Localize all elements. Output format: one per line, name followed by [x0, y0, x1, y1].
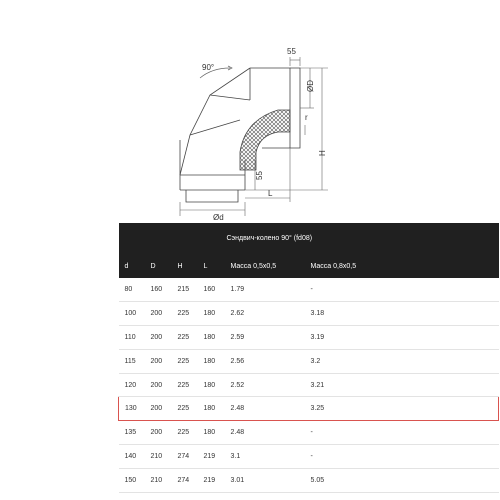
cell-mass-08: -: [305, 421, 499, 445]
insulation-section: [240, 110, 290, 170]
cell-mass-05: 2.48: [225, 421, 305, 445]
table-title-row: [119, 223, 499, 254]
height-label: H: [318, 150, 327, 156]
cell-L: 180: [198, 325, 225, 349]
header-L: L: [198, 254, 225, 278]
cell-H: 225: [172, 421, 198, 445]
cell-H: 274: [172, 469, 198, 493]
cell-L: 180: [198, 397, 225, 421]
table-title: Сэндвич-колено 90° (fd08): [119, 223, 499, 254]
cell-mass-05: 2.59: [225, 325, 305, 349]
cell-mass-08: 3.19: [305, 325, 499, 349]
table-header-row: [119, 254, 499, 278]
table-row: [119, 469, 499, 493]
table-row: [119, 421, 499, 445]
cell-d: 115: [119, 349, 145, 373]
diameter-D-label: ØD: [306, 80, 315, 92]
cell-L: 160: [198, 278, 225, 301]
cell-mass-08: 3.25: [305, 397, 499, 421]
cell-H: 225: [172, 373, 198, 397]
cell-mass-08: 5.05: [305, 469, 499, 493]
cell-D: 200: [145, 373, 172, 397]
cell-mass-05: 2.56: [225, 349, 305, 373]
cell-H: 215: [172, 278, 198, 301]
cell-mass-08: 3.21: [305, 373, 499, 397]
header-mass-08: Масса 0,8х0,5: [305, 254, 499, 278]
cell-mass-05: 3.1: [225, 445, 305, 469]
diameter-d-label: Ød: [213, 213, 224, 220]
cell-d: 130: [119, 397, 145, 421]
cell-H: 225: [172, 397, 198, 421]
table-row: [119, 301, 499, 325]
table-row: [119, 325, 499, 349]
header-d: d: [119, 254, 145, 278]
spec-table: [118, 223, 499, 493]
header-H: H: [172, 254, 198, 278]
cell-L: 219: [198, 445, 225, 469]
header-D: D: [145, 254, 172, 278]
cell-H: 274: [172, 445, 198, 469]
elbow-drawing-svg: [150, 40, 350, 220]
cell-d: 150: [119, 469, 145, 493]
cell-d: 80: [119, 278, 145, 301]
header-mass-05: Масса 0,5х0,5: [225, 254, 305, 278]
cell-d: 135: [119, 421, 145, 445]
cell-D: 200: [145, 325, 172, 349]
table-row: [119, 373, 499, 397]
elbow-outline: [180, 68, 300, 202]
cell-mass-08: -: [305, 445, 499, 469]
cell-H: 225: [172, 325, 198, 349]
cell-mass-05: 1.79: [225, 278, 305, 301]
cell-d: 120: [119, 373, 145, 397]
cell-D: 210: [145, 469, 172, 493]
angle-label: 90°: [202, 63, 215, 72]
cell-mass-08: -: [305, 278, 499, 301]
table-row-highlighted: [119, 397, 499, 421]
cell-mass-05: 2.48: [225, 397, 305, 421]
cell-H: 225: [172, 301, 198, 325]
cell-L: 180: [198, 301, 225, 325]
table-row: [119, 278, 499, 301]
table-row: [119, 445, 499, 469]
cell-L: 180: [198, 373, 225, 397]
socket-top-label: 55: [287, 47, 296, 56]
cell-L: 180: [198, 349, 225, 373]
cell-D: 200: [145, 349, 172, 373]
cell-D: 200: [145, 301, 172, 325]
cell-mass-05: 2.62: [225, 301, 305, 325]
cell-d: 100: [119, 301, 145, 325]
cell-L: 219: [198, 469, 225, 493]
cell-d: 140: [119, 445, 145, 469]
cell-mass-05: 3.01: [225, 469, 305, 493]
cell-D: 200: [145, 421, 172, 445]
length-label: L: [268, 189, 273, 198]
cell-d: 110: [119, 325, 145, 349]
table-body: [119, 278, 499, 493]
cell-mass-08: 3.18: [305, 301, 499, 325]
cell-L: 180: [198, 421, 225, 445]
cell-mass-08: 3.2: [305, 349, 499, 373]
socket-bottom-label: 55: [255, 171, 264, 180]
radius-label: r: [305, 113, 308, 122]
elbow-technical-drawing: [150, 40, 350, 220]
cell-H: 225: [172, 349, 198, 373]
cell-D: 200: [145, 397, 172, 421]
cell-mass-05: 2.52: [225, 373, 305, 397]
cell-D: 160: [145, 278, 172, 301]
cell-D: 210: [145, 445, 172, 469]
table-row: [119, 349, 499, 373]
